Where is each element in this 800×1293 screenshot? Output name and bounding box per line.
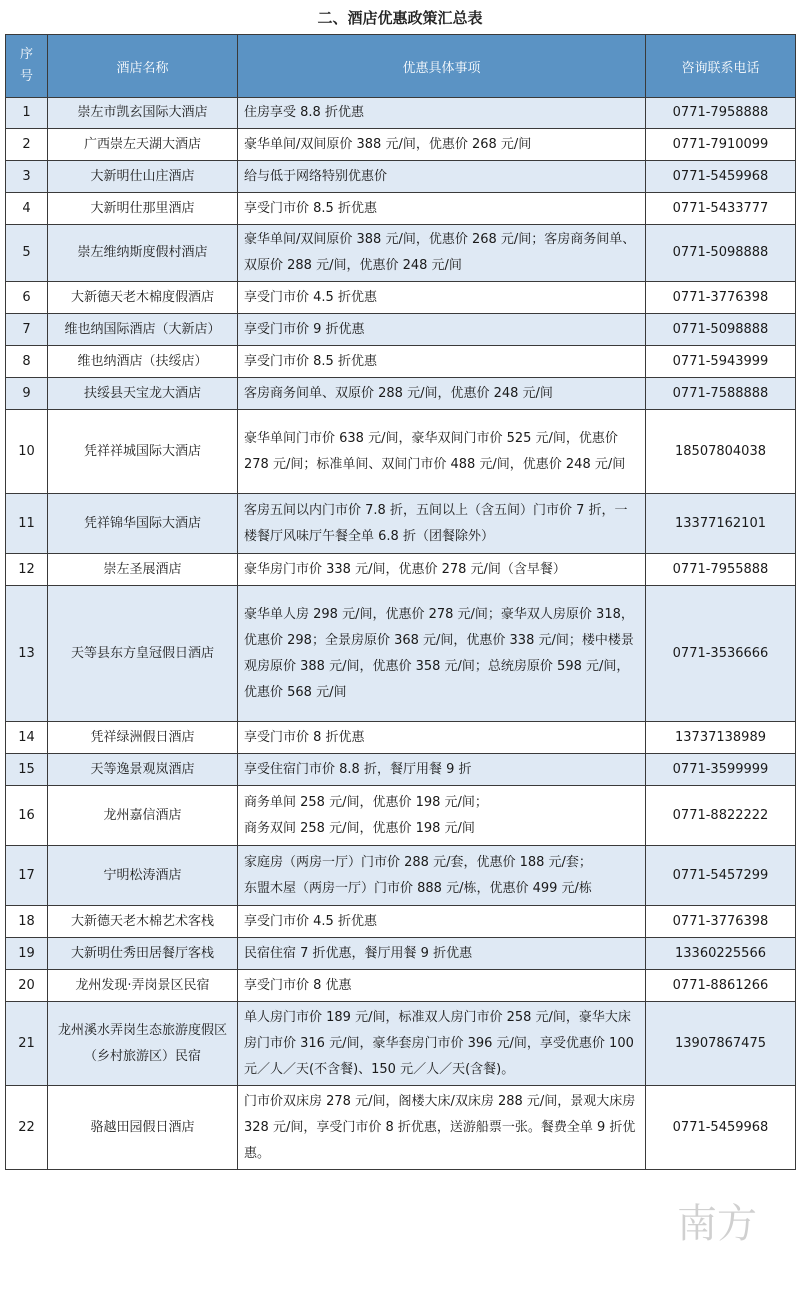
contact-phone: 0771-7958888: [646, 98, 796, 129]
row-number: 4: [6, 193, 48, 225]
table-row: [6, 225, 796, 282]
table-row: [6, 282, 796, 314]
hotel-name: 凭祥锦华国际大酒店: [48, 494, 238, 554]
table-row: [6, 970, 796, 1002]
discount-details: 门市价双床房 278 元/间，阁楼大床/双床房 288 元/间，景观大床房 328 元/间，享受门市价 8 折优惠，送游船票一张。餐费全单 9 折优惠。: [238, 1086, 646, 1170]
contact-phone: 13737138989: [646, 722, 796, 754]
hotel-name: 龙州发现·弄岗景区民宿: [48, 970, 238, 1002]
hotel-name: 凭祥绿洲假日酒店: [48, 722, 238, 754]
row-number: 22: [6, 1086, 48, 1170]
table-row: [6, 98, 796, 129]
contact-phone: 0771-5459968: [646, 1086, 796, 1170]
table-row: [6, 906, 796, 938]
hotel-name: 骆越田园假日酒店: [48, 1086, 238, 1170]
row-number: 19: [6, 938, 48, 970]
hotel-name: 大新明仕秀田居餐厅客栈: [48, 938, 238, 970]
discount-details: 单人房门市价 189 元/间，标准双人房门市价 258 元/间，豪华大床房门市价 316 元/间，豪华套房门市价 396 元/间，享受优惠价 100 元／人／天(不含餐)、150 元／人／天(含餐)。: [238, 1002, 646, 1086]
hotel-name: 龙州溪水弄岗生态旅游度假区（乡村旅游区）民宿: [48, 1002, 238, 1086]
header-contact-phone: 咨询联系电话: [646, 35, 796, 98]
row-number: 5: [6, 225, 48, 282]
hotel-name: 崇左市凯玄国际大酒店: [48, 98, 238, 129]
table-row: [6, 494, 796, 554]
table-row: [6, 1002, 796, 1086]
discount-details: 客房五间以内门市价 7.8 折，五间以上（含五间）门市价 7 折，一楼餐厅风味厅午餐全单 6.8 折（团餐除外）: [238, 494, 646, 554]
row-number: 18: [6, 906, 48, 938]
table-row: [6, 846, 796, 906]
hotel-name: 广西崇左天湖大酒店: [48, 129, 238, 161]
table-row: [6, 193, 796, 225]
discount-details: 享受门市价 8.5 折优惠: [238, 346, 646, 378]
discount-line: 东盟木屋（两房一厅）门市价 888 元/栋，优惠价 499 元/栋: [244, 880, 592, 896]
contact-phone: 0771-5459968: [646, 161, 796, 193]
contact-phone: 0771-3776398: [646, 906, 796, 938]
hotel-name: 龙州嘉信酒店: [48, 786, 238, 846]
hotel-name: 大新明仕山庄酒店: [48, 161, 238, 193]
contact-phone: 0771-7588888: [646, 378, 796, 410]
contact-phone: 0771-5433777: [646, 193, 796, 225]
table-row: [6, 586, 796, 722]
row-number: 13: [6, 586, 48, 722]
row-number: 3: [6, 161, 48, 193]
contact-phone: 0771-5943999: [646, 346, 796, 378]
hotel-name: 扶绥县天宝龙大酒店: [48, 378, 238, 410]
header-seq: [6, 35, 48, 98]
contact-phone: 0771-3599999: [646, 754, 796, 786]
table-row: [6, 938, 796, 970]
contact-phone: 0771-3536666: [646, 586, 796, 722]
contact-phone: 18507804038: [646, 410, 796, 494]
discount-details: [238, 786, 646, 846]
discount-details: 给与低于网络特别优惠价: [238, 161, 646, 193]
table-header-row: [6, 35, 796, 98]
discount-details: 享受门市价 9 折优惠: [238, 314, 646, 346]
header-hotel-name: 酒店名称: [48, 35, 238, 98]
hotel-discount-table: [5, 34, 796, 1170]
discount-details: 豪华房门市价 338 元/间，优惠价 278 元/间（含早餐）: [238, 554, 646, 586]
header-discount-details: 优惠具体事项: [238, 35, 646, 98]
contact-phone: 0771-7910099: [646, 129, 796, 161]
hotel-name: 宁明松涛酒店: [48, 846, 238, 906]
discount-details: 民宿住宿 7 折优惠，餐厅用餐 9 折优惠: [238, 938, 646, 970]
row-number: 12: [6, 554, 48, 586]
hotel-name: 凭祥祥城国际大酒店: [48, 410, 238, 494]
discount-line: 商务双间 258 元/间，优惠价 198 元/间: [244, 820, 475, 836]
contact-phone: 0771-5098888: [646, 314, 796, 346]
table-row: [6, 754, 796, 786]
row-number: 17: [6, 846, 48, 906]
table-title: 二、酒店优惠政策汇总表: [317, 9, 483, 27]
contact-phone: 13907867475: [646, 1002, 796, 1086]
table-row: [6, 722, 796, 754]
hotel-name: 维也纳国际酒店（大新店）: [48, 314, 238, 346]
table-row: [6, 346, 796, 378]
header-seq-line2: 号: [19, 69, 33, 84]
table-row: [6, 378, 796, 410]
contact-phone: 0771-7955888: [646, 554, 796, 586]
row-number: 20: [6, 970, 48, 1002]
table-row: [6, 786, 796, 846]
discount-details: 享受门市价 4.5 折优惠: [238, 282, 646, 314]
discount-details: 豪华单间/双间原价 388 元/间，优惠价 268 元/间；客房商务间单、双原价 288 元/间，优惠价 248 元/间: [238, 225, 646, 282]
discount-details: 享受住宿门市价 8.8 折，餐厅用餐 9 折: [238, 754, 646, 786]
table-row: [6, 129, 796, 161]
discount-details: 享受门市价 8.5 折优惠: [238, 193, 646, 225]
hotel-name: 大新德天老木棉度假酒店: [48, 282, 238, 314]
discount-details: 享受门市价 4.5 折优惠: [238, 906, 646, 938]
hotel-name: 大新明仕那里酒店: [48, 193, 238, 225]
contact-phone: 0771-5098888: [646, 225, 796, 282]
discount-details: 住房享受 8.8 折优惠: [238, 98, 646, 129]
contact-phone: 0771-5457299: [646, 846, 796, 906]
row-number: 9: [6, 378, 48, 410]
row-number: 6: [6, 282, 48, 314]
header-seq-line1: 序: [19, 47, 33, 62]
table-row: [6, 314, 796, 346]
discount-details: 豪华单间门市价 638 元/间，豪华双间门市价 525 元/间，优惠价 278 元/间；标准单间、双间门市价 488 元/间，优惠价 248 元/间: [238, 410, 646, 494]
row-number: 10: [6, 410, 48, 494]
table-row: [6, 161, 796, 193]
contact-phone: 0771-3776398: [646, 282, 796, 314]
hotel-name: 崇左维纳斯度假村酒店: [48, 225, 238, 282]
discount-details: [238, 846, 646, 906]
discount-line: 家庭房（两房一厅）门市价 288 元/套，优惠价 188 元/套；: [244, 854, 592, 870]
hotel-name: 大新德天老木棉艺术客栈: [48, 906, 238, 938]
row-number: 15: [6, 754, 48, 786]
row-number: 2: [6, 129, 48, 161]
table-row: [6, 410, 796, 494]
table-row: [6, 1086, 796, 1170]
row-number: 16: [6, 786, 48, 846]
discount-details: 享受门市价 8 优惠: [238, 970, 646, 1002]
row-number: 11: [6, 494, 48, 554]
hotel-name: 崇左圣展酒店: [48, 554, 238, 586]
table-row: [6, 554, 796, 586]
row-number: 1: [6, 98, 48, 129]
contact-phone: 13360225566: [646, 938, 796, 970]
contact-phone: 0771-8822222: [646, 786, 796, 846]
discount-details: 享受门市价 8 折优惠: [238, 722, 646, 754]
watermark-logo: 南方: [677, 1201, 757, 1247]
discount-line: 商务单间 258 元/间，优惠价 198 元/间；: [244, 794, 488, 810]
discount-details: 豪华单间/双间原价 388 元/间，优惠价 268 元/间: [238, 129, 646, 161]
discount-details: 客房商务间单、双原价 288 元/间，优惠价 248 元/间: [238, 378, 646, 410]
row-number: 8: [6, 346, 48, 378]
hotel-name: 天等县东方皇冠假日酒店: [48, 586, 238, 722]
row-number: 21: [6, 1002, 48, 1086]
hotel-name: 天等逸景观岚酒店: [48, 754, 238, 786]
discount-details: 豪华单人房 298 元/间，优惠价 278 元/间；豪华双人房原价 318，优惠价 298；全景房原价 368 元/间，优惠价 338 元/间；楼中楼景观房原价 388 元/间，优惠价 358 元/间；总统房原价 598 元/间，优惠价 568 元/间: [238, 586, 646, 722]
hotel-name: 维也纳酒店（扶绥店）: [48, 346, 238, 378]
contact-phone: 13377162101: [646, 494, 796, 554]
row-number: 14: [6, 722, 48, 754]
row-number: 7: [6, 314, 48, 346]
contact-phone: 0771-8861266: [646, 970, 796, 1002]
